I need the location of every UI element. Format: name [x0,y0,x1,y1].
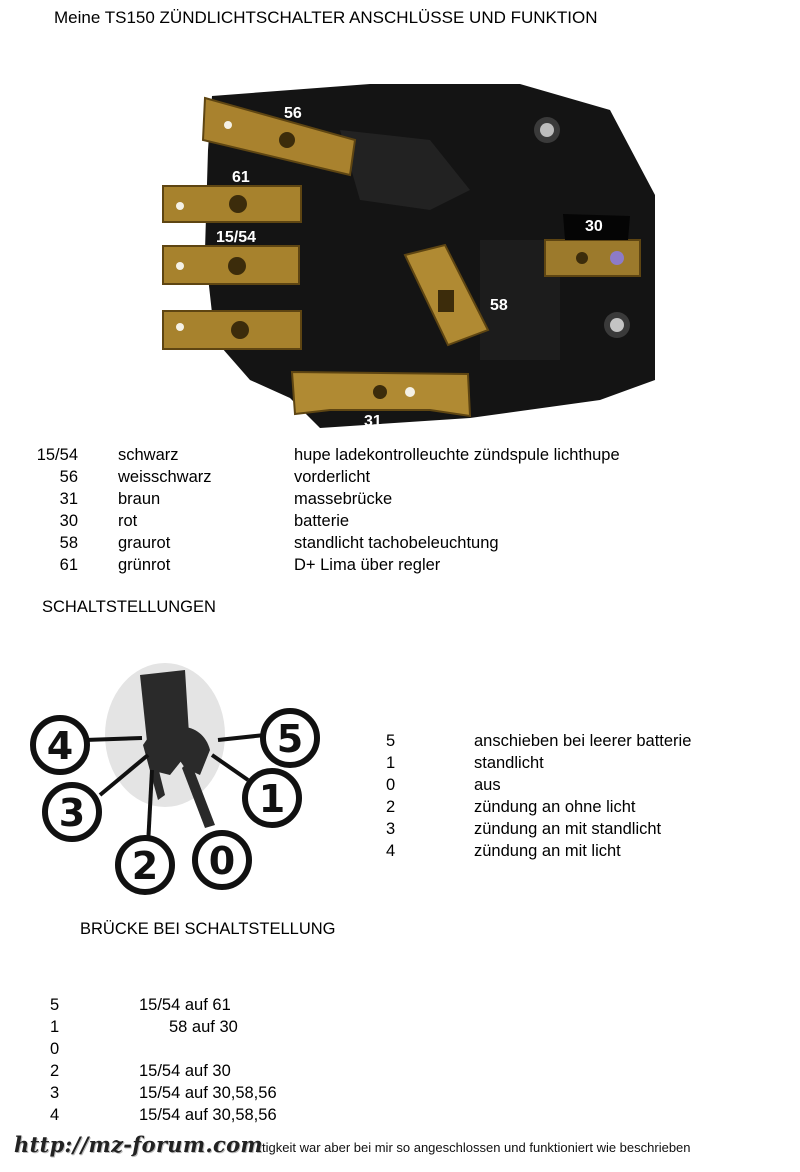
bridge-connection: 15/54 auf 30,58,56 [139,1084,277,1102]
function-text: hupe ladekontrolleuchte zündspule lichthupe [294,446,620,464]
dial-label-0: 0 [208,839,236,883]
dial-label-2: 2 [131,844,159,888]
label-30: 30 [585,218,603,235]
dial-label-1: 1 [258,777,286,821]
terminal-15-54 [163,246,299,284]
bridge-connection: 15/54 auf 30,58,56 [139,1106,277,1124]
page-title: Meine TS150 ZÜNDLICHTSCHALTER ANSCHLÜSSE UND FUNKTION [54,8,598,27]
wire-color: braun [118,490,161,508]
terminal-number: 30 [59,512,78,530]
position-number: 3 [386,820,396,838]
position-description: aus [474,776,501,794]
terminal-30 [545,240,640,276]
label-56: 56 [284,105,302,122]
dial-label-4: 4 [46,724,74,768]
bridge-position: 5 [50,996,60,1014]
wire-color: rot [118,512,138,530]
bridge-position: 4 [50,1106,60,1124]
bridge-connection: 15/54 auf 30 [139,1062,231,1080]
terminal-number: 56 [59,468,78,486]
position-description: zündung an ohne licht [474,798,636,816]
position-description: zündung an mit licht [474,842,621,860]
label-31: 31 [364,413,382,430]
wire-color: grünrot [118,556,171,574]
function-text: massebrücke [294,490,393,508]
label-61: 61 [232,169,250,186]
terminal-number: 61 [59,556,78,574]
switch-photo [0,0,800,440]
position-number: 5 [386,732,396,750]
schaltstellungen-heading: SCHALTSTELLUNGEN [42,598,216,616]
footer-text: tigkeit war aber bei mir so angeschlossen und funktioniert wie beschrieben [262,1140,691,1155]
bridge-connection: 58 auf 30 [169,1018,238,1036]
bridge-position: 3 [50,1084,60,1102]
terminal-31 [292,372,470,416]
position-description: zündung an mit standlicht [474,820,662,838]
terminal-number: 31 [59,490,78,508]
switch-position-dial [0,650,360,900]
function-text: vorderlicht [294,468,371,486]
label-58: 58 [490,297,508,314]
terminal-61 [163,186,301,222]
function-text: standlicht tachobeleuchtung [294,534,499,552]
dial-label-5: 5 [276,717,304,761]
bridge-position: 0 [50,1040,60,1058]
wire-color: schwarz [118,446,179,464]
position-description: anschieben bei leerer batterie [474,732,692,750]
bridge-heading: BRÜCKE BEI SCHALTSTELLUNG [80,920,336,938]
terminal-lower-left [163,311,301,349]
bridge-position: 1 [50,1018,60,1036]
position-number: 4 [386,842,396,860]
function-text: batterie [294,512,350,530]
function-text: D+ Lima über regler [294,556,441,574]
bridge-connection: 15/54 auf 61 [139,996,231,1014]
dial-label-3: 3 [58,791,86,835]
position-number: 2 [386,798,396,816]
forum-watermark-link[interactable]: http://mz-forum.com [14,1132,263,1157]
wire-color: graurot [118,534,171,552]
label-15-54: 15/54 [216,229,257,246]
terminal-number: 15/54 [36,446,78,464]
position-number: 0 [386,776,396,794]
position-number: 1 [386,754,396,772]
wire-color: weisschwarz [118,468,212,486]
terminal-number: 58 [59,534,78,552]
position-description: standlicht [474,754,544,772]
bridge-position: 2 [50,1062,60,1080]
